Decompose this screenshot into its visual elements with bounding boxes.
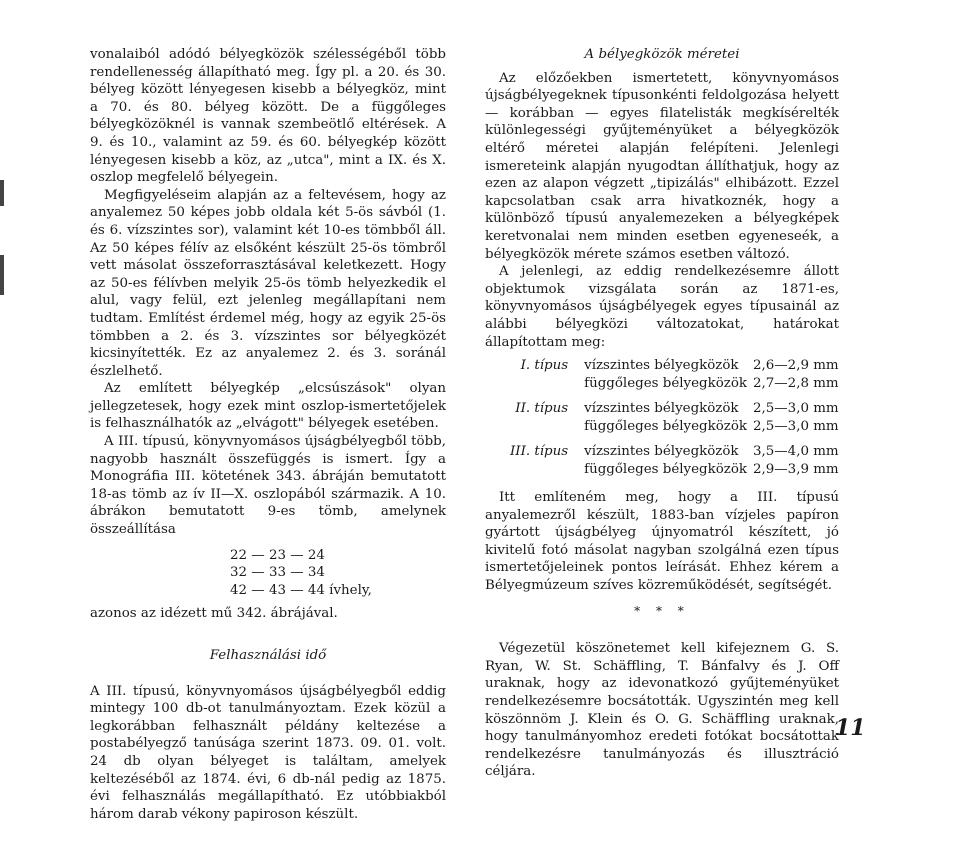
type-label: II. típus — [515, 401, 569, 417]
dimension-value: 2,5—3,0 mm — [753, 419, 839, 435]
dimension-value: 3,5—4,0 mm — [753, 444, 839, 460]
left-column — [90, 46, 446, 823]
paragraph: vonalaiból adódó bélyegközök szélességéből több rendellenesség állapítható meg. Így pl. a 20. és 30. bélyeg között lényegesen kisebb a bélyegköz, mint a 70. és 80. bélyeg között. De a függőleges bélyegközöknél is vannak szembeötlő eltérések. A 9. és 10., valamint az 59. és 60. bélyegkép között lényegesen kisebb a köz, az „utca", mint a IX. és X. oszlop megfelelő bélyegein. — [90, 47, 446, 186]
dimension-desc: függőleges bélyegközök — [584, 419, 747, 435]
dimension-value: 2,6—2,9 mm — [753, 358, 839, 374]
type-label: I. típus — [520, 358, 569, 374]
dimension-value: 2,5—3,0 mm — [753, 401, 839, 417]
section-heading: A bélyegközök méretei — [584, 47, 740, 62]
paragraph: A jelenlegi, az eddig rendelkezésemre állott objektumok vizsgálata során az 1871-es, könyvnyomásos újságbélyegek egyes típusainál az alábbi bélyegközi változatokat, határokat állapítottam meg: — [485, 264, 839, 350]
page-number: 11 — [835, 715, 866, 741]
paragraph: Az említett bélyegkép „elcsúszások" olyan jellegzetesek, hogy ezek mint oszlop-ismertetőjelek is felhasználhatók az „elvágott" bélyegek esetében. — [90, 381, 446, 432]
paragraph: Megfigyeléseim alapján az a feltevésem, hogy az anyalemez 50 képes jobb oldala két 5-ös sávból (1. és 6. vízszintes sor), valamint két 10-es tömbből áll. Az 50 képes félív az elsőként készült 25-ös tömbről vett másolat összeforrasztásával keletkezett. Hogy az 50-es félívben melyik 25-ös tömb helyezkedik el alul, vagy felül, ezt jelenleg megállapítani nem tudtam. Említést érdemel még, hogy az egyik 25-ös tömbben a 2. és 3. vízszintes sor bélyegközét kicsinyítették. Ez az anyalemez 2. és 3. soránál észlelhető. — [90, 187, 446, 379]
dimension-desc: függőleges bélyegközök — [584, 376, 747, 392]
scan-edge-mark — [0, 180, 4, 206]
paragraph: Az előzőekben ismertetett, könyvnyomásos újságbélyegeknek típusonkénti feldolgozása helyett — korábban — egyes filatelisták megkísérelték különlegességi gyűjteményüket a bélyegközök eltérő méretei alapján felépíteni. Jelenlegi ismereteink alapján nyugodtan állíthatjuk, hogy az ezen az alapon végzett „tipizálás" elhibázott. Ezzel kapcsolatban csak arra hivatkoznék, hogy a különböző típusú anyalemezeken a bélyegképek keretvonalai nem minden esetben egyeneseék, a bélyegközök mérete számos esetben változó. — [485, 70, 839, 262]
section-heading: Felhasználási idő — [209, 648, 327, 663]
dimension-value: 2,7—2,8 mm — [753, 376, 839, 392]
paragraph: A III. típusú, könyvnyomásos újságbélyegből eddig mintegy 100 db-ot tanulmányoztam. Ezek közül a legkorábban felhasznált példány keltezése a postabélyegző tanúsága szerint 1873. 09. 01. volt. 24 db olyan bélyeget is találtam, amelyek keltezéséből az 1874. évi, 6 db-nál pedig az 1875. évi felhasználás megállapítható. Ez utóbbiakból három darab vékony papiroson készült. — [90, 683, 446, 822]
dimensions-table — [510, 357, 845, 479]
paragraph: azonos az idézett mű 342. ábrájával. — [90, 606, 338, 622]
sequence-line: 42 — 43 — 44 ívhely, — [230, 582, 372, 598]
dimension-value: 2,9—3,9 mm — [753, 462, 839, 478]
dimension-desc: függőleges bélyegközök — [584, 462, 747, 478]
type-label: III. típus — [510, 444, 569, 460]
sequence-line: 32 — 33 — 34 — [230, 565, 325, 581]
paragraph: Végezetül köszönetemet kell kifejeznem G. S. Ryan, W. St. Schäffling, T. Bánfalvy és J. Off uraknak, hogy az idevonatkozó gyűjteményüket rendelkezésemre bocsátották. Ugyszintén meg kell köszönnöm J. Klein és O. G. Schäffling uraknak, hogy tanulmányomhoz eredeti fotókat bocsátottak rendelkezésre tanulmányozás és illusztráció céljára. — [485, 641, 839, 780]
scan-edge-mark — [0, 255, 4, 295]
section-divider-stars: * * * — [634, 603, 690, 618]
sequence-line: 22 — 23 — 24 — [230, 547, 325, 563]
right-column — [485, 46, 839, 781]
dimension-desc: vízszintes bélyegközök — [584, 444, 739, 460]
dimension-desc: vízszintes bélyegközök — [584, 401, 739, 417]
paragraph: A III. típusú, könyvnyomásos újságbélyegből több, nagyobb használt összefüggés is ismert. Így a Monográfia III. kötetének 343. ábráján bemutatott 18-as tömb az ív II—X. oszlopából származik. A 10. ábrákon bemutatott 9-es tömb, amelynek összeállítása — [90, 434, 446, 538]
paragraph: Itt említeném meg, hogy a III. típusú anyalemezről készült, 1883-ban vízjeles papíron gyártott újságbélyeg újnyomatról készített, jó kivitelű fotó másolat nagyban szolgálná ezen típus ismertetőjeleinek pontos leírását. Ehhez kérem a Bélyegmúzeum szíves közreműködését, segítségét. — [485, 490, 839, 594]
dimension-desc: vízszintes bélyegközök — [584, 358, 739, 374]
